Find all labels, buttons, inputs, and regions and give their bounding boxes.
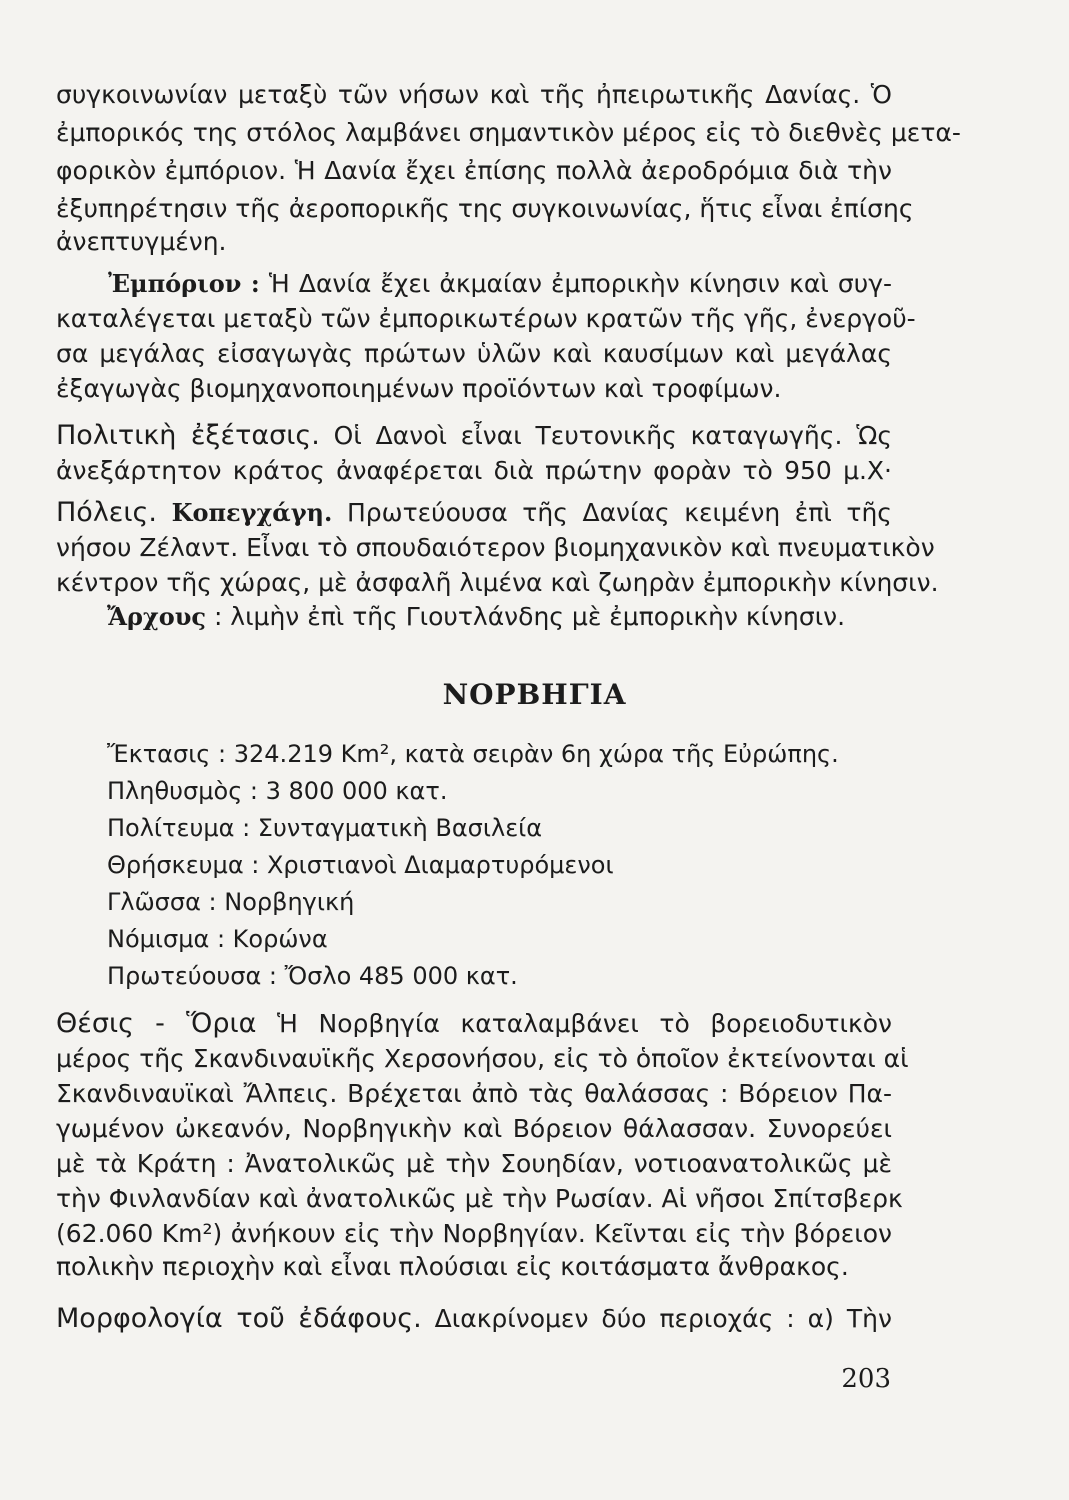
fact-value: Κορώνα xyxy=(232,925,328,953)
intro-line-4: ἐξυπηρέτησιν τῆς ἀεροπορικῆς της συγκοινωνίας, ἥτις εἶναι ἐπίσης xyxy=(56,194,914,223)
morphology-text-1: Διακρίνομεν δύο περιοχάς : α) Τὴν xyxy=(434,1304,892,1333)
position-heading: Θέσις - Ὅρια xyxy=(56,1008,257,1039)
commerce-text-1: Ἡ Δανία ἔχει ἀκμαίαν ἐμπορικὴν κίνησιν καὶ συγ- xyxy=(268,269,893,298)
morphology-heading: Μορφολογία τοῦ ἐδάφους. xyxy=(56,1303,422,1334)
cities-line-4 xyxy=(107,601,845,633)
cities-heading: Πόλεις. xyxy=(56,497,157,528)
fact-value: 324.219 Km², κατὰ σειρὰν 6η χώρα τῆς Εὐρώπης. xyxy=(233,740,839,768)
fact-key: Ἔκτασις : xyxy=(107,740,234,768)
arhus-text: : λιμὴν ἐπὶ τῆς Γιουτλάνδης μὲ ἐμπορικὴν κίνησιν. xyxy=(213,602,846,631)
position-line-2: μέρος τῆς Σκανδιναυϊκῆς Χερσονήσου, εἰς τὸ ὁποῖον ἐκτείνονται αἱ xyxy=(56,1044,909,1073)
fact-value: Νορβηγική xyxy=(224,888,355,916)
position-line-8: πολικὴν περιοχὴν καὶ εἶναι πλούσιαι εἰς κοιτάσματα ἄνθρακος. xyxy=(56,1252,849,1281)
fact-currency xyxy=(107,921,839,958)
fact-key: Θρήσκευμα : xyxy=(107,851,267,879)
fact-key: Νόμισμα : xyxy=(107,925,233,953)
politics-line-1 xyxy=(56,420,892,452)
position-text-1: Ἡ Νορβηγία καταλαμβάνει τὸ βορειοδυτικὸν xyxy=(277,1009,892,1038)
position-line-4: γωμένον ὠκεανόν, Νορβηγικὴν καὶ Βόρειον θάλασσαν. Συνορεύει xyxy=(56,1114,892,1143)
fact-key: Πληθυσμὸς : xyxy=(107,777,266,805)
position-line-3: Σκανδιναυϊκαὶ Ἄλπεις. Βρέχεται ἀπὸ τὰς θαλάσσας : Βόρειον Πα- xyxy=(56,1079,892,1108)
intro-line-3: φορικὸν ἐμπόριον. Ἡ Δανία ἔχει ἐπίσης πολλὰ ἀεροδρόμια διὰ τὴν xyxy=(56,156,892,185)
fact-language xyxy=(107,884,839,921)
politics-text-1: Οἱ Δανοὶ εἶναι Τευτονικῆς καταγωγῆς. Ὡς xyxy=(333,421,892,450)
fact-capital xyxy=(107,958,839,995)
position-line-6: τὴν Φινλανδίαν καὶ ἀνατολικῶς μὲ τὴν Ρωσίαν. Αἱ νῆσοι Σπίτσβερκ xyxy=(56,1184,903,1213)
commerce-line-1 xyxy=(108,268,892,300)
position-line-5: μὲ τὰ Κράτη : Ἀνατολικῶς μὲ τὴν Σουηδίαν, νοτιοανατολικῶς μὲ xyxy=(56,1149,892,1178)
copenhagen-name: Κοπεγχάγη. xyxy=(171,498,333,527)
politics-heading: Πολιτικὴ ἐξέτασις. xyxy=(56,420,320,451)
morphology-line-1 xyxy=(56,1303,892,1335)
fact-key: Πολίτευμα : xyxy=(107,814,258,842)
intro-line-5: ἀνεπτυγμένη. xyxy=(56,227,227,256)
cities-line-2: νήσου Ζέλαντ. Εἶναι τὸ σπουδαιότερον βιομηχανικὸν καὶ πνευματικὸν xyxy=(56,533,935,562)
cities-line-1 xyxy=(56,497,892,529)
facts-list xyxy=(107,736,839,995)
fact-key: Γλῶσσα : xyxy=(107,888,224,916)
position-line-7: (62.060 Km²) ἀνήκουν εἰς τὴν Νορβηγίαν. Κεῖνται εἰς τὴν βόρειον xyxy=(56,1219,892,1248)
fact-key: Πρωτεύουσα : xyxy=(107,962,285,990)
fact-government xyxy=(107,810,839,847)
fact-area xyxy=(107,736,839,773)
position-line-1 xyxy=(56,1008,892,1040)
fact-religion xyxy=(107,847,839,884)
fact-value: Ὄσλο 485 000 κατ. xyxy=(284,962,518,990)
fact-population xyxy=(107,773,839,810)
commerce-line-2: καταλέγεται μεταξὺ τῶν ἐμπορικωτέρων κρατῶν τῆς γῆς, ἐνεργοῦ- xyxy=(56,304,916,333)
arhus-name: Ἄρχους xyxy=(107,602,206,631)
intro-line-1: συγκοινωνίαν μεταξὺ τῶν νήσων καὶ τῆς ἠπειρωτικῆς Δανίας. Ὁ xyxy=(56,80,892,109)
commerce-line-3: σα μεγάλας εἰσαγωγὰς πρώτων ὑλῶν καὶ καυσίμων καὶ μεγάλας xyxy=(56,339,892,368)
commerce-line-4: ἐξαγωγὰς βιομηχανοποιημένων προϊόντων καὶ τροφίμων. xyxy=(56,374,782,403)
fact-value: 3 800 000 κατ. xyxy=(265,777,448,805)
section-title-norway: ΝΟΡΒΗΓΙΑ xyxy=(442,678,627,711)
cities-text-1: Πρωτεύουσα τῆς Δανίας κειμένη ἐπὶ τῆς xyxy=(346,498,892,527)
commerce-heading: Ἐμπόριον : xyxy=(108,269,260,298)
fact-value: Συνταγματικὴ Βασιλεία xyxy=(257,814,543,842)
page-number: 203 xyxy=(841,1364,891,1394)
fact-value: Χριστιανοὶ Διαμαρτυρόμενοι xyxy=(266,851,614,879)
intro-line-2: ἐμπορικός της στόλος λαμβάνει σημαντικὸν μέρος εἰς τὸ διεθνὲς μετα- xyxy=(56,118,961,147)
cities-line-3: κέντρον τῆς χώρας, μὲ ἀσφαλῆ λιμένα καὶ ζωηρὰν ἐμπορικὴν κίνησιν. xyxy=(56,568,939,597)
politics-line-2: ἀνεξάρτητον κράτος ἀναφέρεται διὰ πρώτην φορὰν τὸ 950 μ.Χ· xyxy=(56,456,892,485)
